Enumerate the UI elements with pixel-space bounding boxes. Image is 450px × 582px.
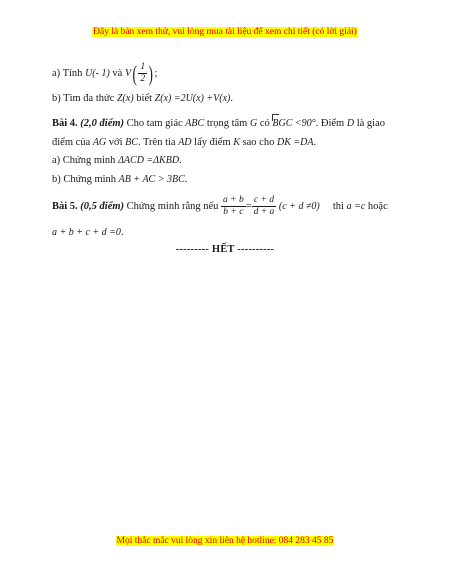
part-b-equation: Z(x) =2U(x) +V(x) [154, 93, 231, 104]
bai5-fraction-1: $\frac{a + b}{b + c}$ [223, 195, 244, 217]
bai5-line-2: a + b + c + d =0. [52, 227, 124, 238]
bai5-fraction-2: $\frac{c + d}{d + a}$ [253, 195, 275, 217]
bai4-points: (2,0 điểm) [80, 118, 125, 129]
bai4-label: Bài 4. [52, 118, 78, 129]
part-a-v-name: V [124, 67, 132, 79]
end-marker: --------- HẾT ---------- [175, 244, 275, 255]
bai4-angle-expr: BGC <90° [272, 118, 316, 129]
bai4-line-2: điểm của AG với BC. Trên tia AD lấy điểm K sao cho DK =DA. [52, 137, 317, 148]
bai4-part-a-expr: ΔACD =ΔKBD [118, 155, 180, 166]
part-b-z-expr: Z(x) [116, 93, 134, 104]
bai5-line-1: Bài 5. (0,5 điểm) Chứng minh rằng nếu $\frac{a + b}{b + c}$ = $\frac{c + d}{d + a}$ (c + d ≠0) thì a =c hoặc [52, 195, 388, 217]
part-b-prefix: b) Tìm đa thức [52, 93, 115, 104]
hotline-banner [0, 535, 450, 547]
part-a-and: và [112, 67, 123, 79]
part-a-u-expr: U(- 1) [85, 67, 110, 79]
preview-notice-text: Đây là bản xem thử, vui lòng mua tài liệu để xem chi tiết (có lời giải) [93, 27, 357, 37]
bai4-line-1: Bài 4. (2,0 điểm) Cho tam giác ABC trọng tâm G có BGC <90°. Điểm D là giao [52, 118, 385, 129]
bai5-condition: (c + d ≠0) [278, 200, 320, 212]
part-a-fraction: $\frac{1}{2}$ [140, 62, 146, 84]
part-a-line: a) Tính U(- 1) và V( $\frac{1}{2}$ ); [52, 60, 158, 86]
bai5-points: (0,5 điểm) [80, 200, 125, 212]
part-b-line: b) Tìm đa thức Z(x) biết Z(x) =2U(x) +V(x). [52, 93, 233, 104]
bai5-sum-expr: a + b + c + d =0 [52, 227, 121, 238]
hotline-text: Mọi thắc mắc vui lòng xin liên hệ hotline: 084 283 45 85 [116, 536, 334, 546]
bai5-label: Bài 5. [52, 200, 78, 212]
part-a-prefix: a) Tính [52, 67, 83, 79]
bai4-part-b: b) Chứng minh AB + AC > 3BC. [52, 174, 188, 185]
bai4-part-b-expr: AB + AC > 3BC [118, 174, 185, 185]
preview-notice-banner [0, 26, 450, 38]
bai4-part-a: a) Chứng minh ΔACD =ΔKBD. [52, 155, 182, 166]
